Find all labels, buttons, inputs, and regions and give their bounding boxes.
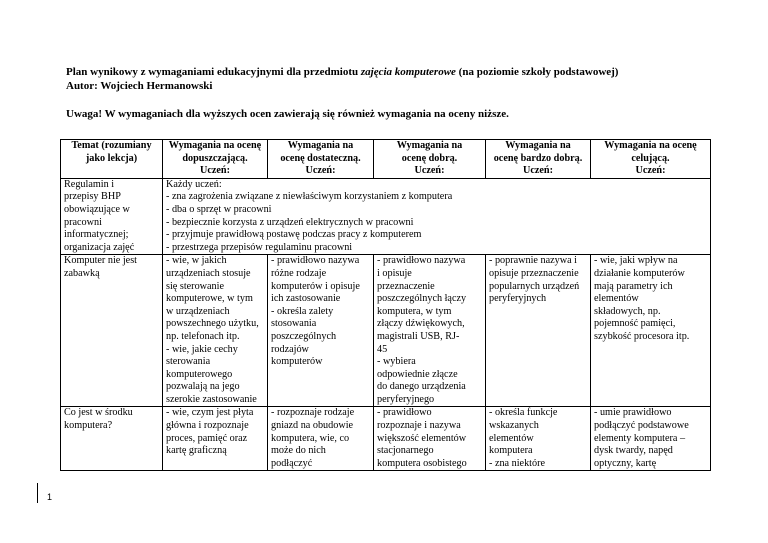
cell-line: i opisuje: [377, 267, 412, 279]
header-grade-5: [486, 140, 591, 179]
cell-line: przeznaczenie: [377, 280, 435, 292]
cell-line: wskazanych: [489, 420, 539, 432]
cell-line: Komputer nie jest: [64, 255, 137, 267]
cell-line: poszczególnych: [271, 330, 337, 342]
table-row: [61, 255, 711, 407]
cell-line: informatycznej;: [64, 229, 129, 241]
cell-line: Wymagania na ocenę: [604, 140, 697, 151]
cell-line: składowych, np.: [594, 305, 661, 317]
cell-line: - prawidłowo nazywa: [271, 255, 360, 267]
header-grade-3: [268, 140, 374, 179]
cell-line: gniazd na obudowie: [271, 420, 354, 432]
cell-line: - poprawnie nazywa i: [489, 255, 577, 267]
cell-line: - wybiera: [377, 356, 416, 368]
cell-line: peryferyjnych: [489, 293, 547, 305]
requirement-cell: [591, 407, 711, 471]
requirement-cell: [486, 255, 591, 407]
cell-line: dopuszczającą.: [182, 152, 248, 164]
cell-line: opisuje przeznaczenie: [489, 267, 579, 279]
cell-line: mają parametry ich: [594, 280, 673, 292]
page-number: 1: [47, 492, 53, 502]
cell-line: Regulamin i: [64, 178, 115, 190]
cell-line: - dba o sprzęt w pracowni: [166, 203, 272, 215]
cell-line: komputerowe, w tym: [166, 293, 253, 305]
cell-line: podłączyć podstawowe: [594, 420, 689, 432]
requirement-cell: [486, 407, 591, 471]
cell-line: - wie, jaki wpływ na: [594, 255, 678, 267]
cell-line: powszechnego użytku,: [166, 318, 259, 330]
requirement-cell: [374, 255, 486, 407]
cell-line: różne rodzaje: [271, 267, 327, 279]
cell-line: - zna zagrożenia związane z niewłaściwym korzystaniem z komputera: [166, 191, 453, 203]
cell-line: - rozpoznaje rodzaje: [271, 407, 355, 419]
cell-line: złączy dźwiękowych,: [377, 318, 465, 330]
cell-line: proces, pamięć oraz: [166, 432, 248, 444]
cell-line: Uczeń:: [635, 165, 666, 177]
merged-requirements-cell: [163, 178, 711, 255]
requirement-cell: [163, 407, 268, 471]
cell-line: - prawidłowo: [377, 407, 432, 419]
cell-line: - określa zalety: [271, 305, 334, 317]
cell-line: pracowni: [64, 216, 102, 228]
cell-line: pojemność pamięci,: [594, 318, 676, 330]
table-row: [61, 407, 711, 471]
cell-line: Uczeń:: [200, 165, 230, 177]
cell-line: główna i rozpoznaje: [166, 420, 249, 432]
cell-line: peryferyjnego: [377, 393, 435, 405]
cell-line: komputera?: [64, 420, 113, 432]
cell-line: celującą.: [631, 152, 670, 164]
cell-line: - wie, czym jest płyta: [166, 407, 254, 419]
cell-line: szerokie zastosowanie: [166, 393, 257, 405]
cell-line: elementów: [489, 432, 534, 444]
note-line: Uwaga! W wymaganiach dla wyższych ocen zawierają się również wymagania na oceny niższe.: [66, 108, 509, 120]
cell-line: komputera, w tym: [377, 305, 452, 317]
cell-line: podłączyć: [271, 457, 313, 469]
cell-line: Wymagania na: [505, 140, 571, 151]
cell-line: Uczeń:: [305, 165, 336, 177]
cell-line: elementy komputera –: [594, 432, 686, 444]
cell-line: Uczeń:: [523, 165, 553, 177]
cell-line: Co jest w środku: [64, 407, 133, 419]
cell-line: może do nich: [271, 445, 326, 457]
cell-line: magistrali USB, RJ-: [377, 330, 460, 342]
cell-line: w urządzeniach: [166, 305, 230, 317]
cell-line: kartę graficzną: [166, 445, 227, 457]
cell-line: urządzeniach stosuje: [166, 267, 251, 279]
cell-line: jako lekcja): [85, 152, 138, 164]
cell-line: Każdy uczeń:: [166, 178, 222, 190]
cell-line: sterowania: [166, 356, 211, 368]
cell-line: np. telefonach itp.: [166, 330, 240, 342]
cell-line: - bezpiecznie korzysta z urządzeń elektrycznych w pracowni: [166, 216, 414, 228]
cell-line: ocenę dobrą.: [401, 152, 458, 164]
cell-line: optyczny, kartę: [594, 457, 657, 469]
cell-line: działanie komputerów: [594, 267, 685, 279]
cell-line: komputerów i opisuje: [271, 280, 360, 292]
cell-line: organizacja zajęć: [64, 241, 135, 253]
cell-line: ocenę dostateczną.: [280, 152, 361, 164]
document-title: Plan wynikowy z wymaganiami edukacyjnymi dla przedmiotu zajęcia komputerowe (na poziomie szkoły podstawowej): [66, 66, 619, 78]
cell-line: dysk twardy, napęd: [594, 445, 673, 457]
cell-line: - umie prawidłowo: [594, 407, 672, 419]
table-header-row: [61, 140, 711, 179]
cell-line: się sterowanie: [166, 280, 224, 292]
header-grade-4: [374, 140, 486, 179]
header-topic: [61, 140, 163, 179]
requirements-table: [60, 139, 711, 471]
cell-line: komputera osobistego: [377, 457, 467, 469]
author-line: Autor: Wojciech Hermanowski: [66, 80, 213, 92]
requirement-cell: [591, 255, 711, 407]
cell-line: rozpoznaje i nazywa: [377, 420, 461, 432]
page-margin-mark: [37, 483, 38, 503]
cell-line: ich zastosowanie: [271, 293, 341, 305]
cell-line: Wymagania na: [396, 140, 463, 151]
cell-line: poszczególnych łączy: [377, 293, 467, 305]
cell-line: ocenę bardzo dobrą.: [493, 152, 583, 164]
cell-line: komputera: [489, 445, 533, 457]
table-row: [61, 178, 711, 255]
cell-line: - zna niektóre: [489, 457, 546, 469]
cell-line: Uczeń:: [414, 165, 445, 177]
cell-line: popularnych urządzeń: [489, 280, 580, 292]
requirement-cell: [374, 407, 486, 471]
header-grade-6: [591, 140, 711, 179]
topic-cell: [61, 178, 163, 255]
cell-line: Wymagania na: [287, 140, 354, 151]
cell-line: zabawką: [64, 267, 100, 279]
cell-line: - prawidłowo nazywa: [377, 255, 466, 267]
cell-line: elementów: [594, 293, 639, 305]
cell-line: - przyjmuje prawidłową postawę podczas pracy z komputerem: [166, 229, 422, 241]
cell-line: komputerów: [271, 356, 323, 368]
cell-line: przepisy BHP: [64, 191, 121, 203]
cell-line: - przestrzega przepisów regulaminu pracowni: [166, 241, 353, 253]
cell-line: 45: [377, 343, 388, 355]
cell-line: większość elementów: [377, 432, 467, 444]
cell-line: Wymagania na ocenę: [168, 140, 262, 151]
cell-line: stacjonarnego: [377, 445, 434, 457]
cell-line: szybkość procesora itp.: [594, 330, 690, 342]
requirement-cell: [268, 407, 374, 471]
cell-line: do danego urządzenia: [377, 381, 466, 393]
requirement-cell: [268, 255, 374, 407]
cell-line: obowiązujące w: [64, 203, 130, 215]
cell-line: pozwalają na jego: [166, 381, 240, 393]
cell-line: stosowania: [271, 318, 317, 330]
topic-cell: [61, 407, 163, 471]
requirement-cell: [163, 255, 268, 407]
header-grade-2: [163, 140, 268, 179]
cell-line: - określa funkcje: [489, 407, 558, 419]
cell-line: odpowiednie złącze: [377, 368, 458, 380]
topic-cell: [61, 255, 163, 407]
cell-line: komputerowego: [166, 368, 233, 380]
cell-line: rodzajów: [271, 343, 309, 355]
cell-line: - wie, jakie cechy: [166, 343, 238, 355]
cell-line: Temat (rozumiany: [71, 140, 152, 151]
cell-line: komputera, wie, co: [271, 432, 350, 444]
cell-line: - wie, w jakich: [166, 255, 227, 267]
